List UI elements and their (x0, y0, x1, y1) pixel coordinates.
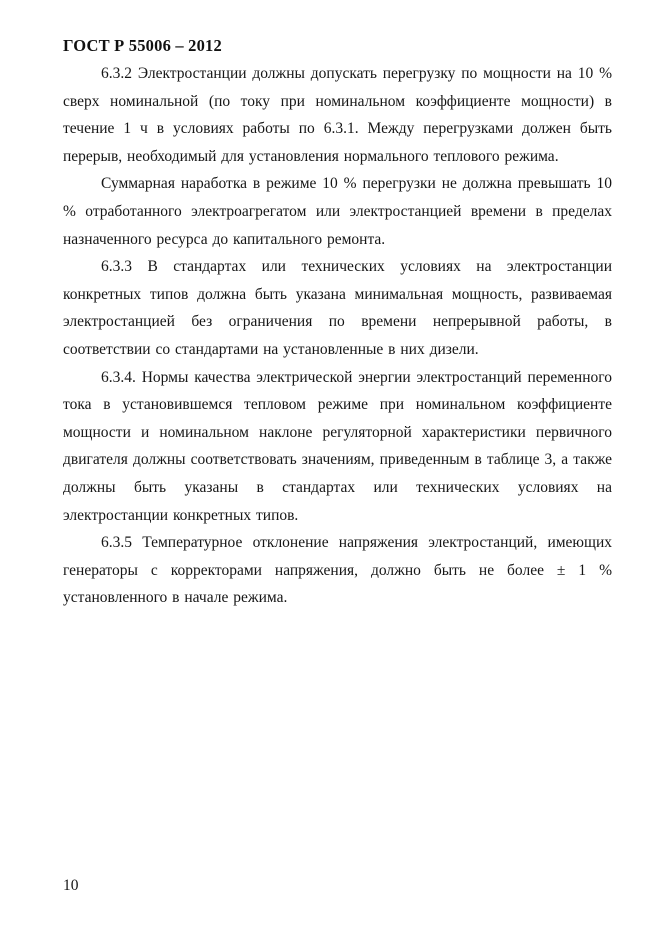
paragraph-6-3-5: 6.3.5 Температурное отклонение напряжения электростанций, имеющих генераторы с корректорами напряжения, должно быть не более ± 1 % установленного в начале режима. (63, 534, 612, 607)
page-number: 10 (63, 877, 79, 894)
paragraph-6-3-3: 6.3.3 В стандартах или технических условиях на электростанции конкретных типов должна быть указана минимальная мощность, развиваемая электростанцией без ограничения по времени непрерывной работы, в соответствии со стандартами на установленные в них дизели. (63, 258, 612, 358)
document-body (63, 60, 612, 612)
document-title: ГОСТ Р 55006 – 2012 (63, 36, 222, 55)
paragraph-6-3-2: 6.3.2 Электростанции должны допускать перегрузку по мощности на 10 % сверх номинальной (по току при номинальном коэффициенте мощности) в течение 1 ч в условиях работы по 6.3.1. Между перегрузками должен быть перерыв, необходимый для установления нормального теплового режима. (63, 65, 612, 165)
paragraph-6-3-4: 6.3.4. Нормы качества электрической энергии электростанций переменного тока в установившемся тепловом режиме при номинальном коэффициенте мощности и номинальном наклоне регуляторной характеристики первичного двигателя должны соответствовать значениям, приведенным в таблице 3, а также должны быть указаны в стандартах или технических условиях на электростанции конкретных типов. (63, 368, 612, 524)
paragraph-summary-overload: Суммарная наработка в режиме 10 % перегрузки не должна превышать 10 % отработанного электроагрегатом или электростанцией времени в пределах назначенного ресурса до капитального ремонта. (63, 175, 612, 248)
